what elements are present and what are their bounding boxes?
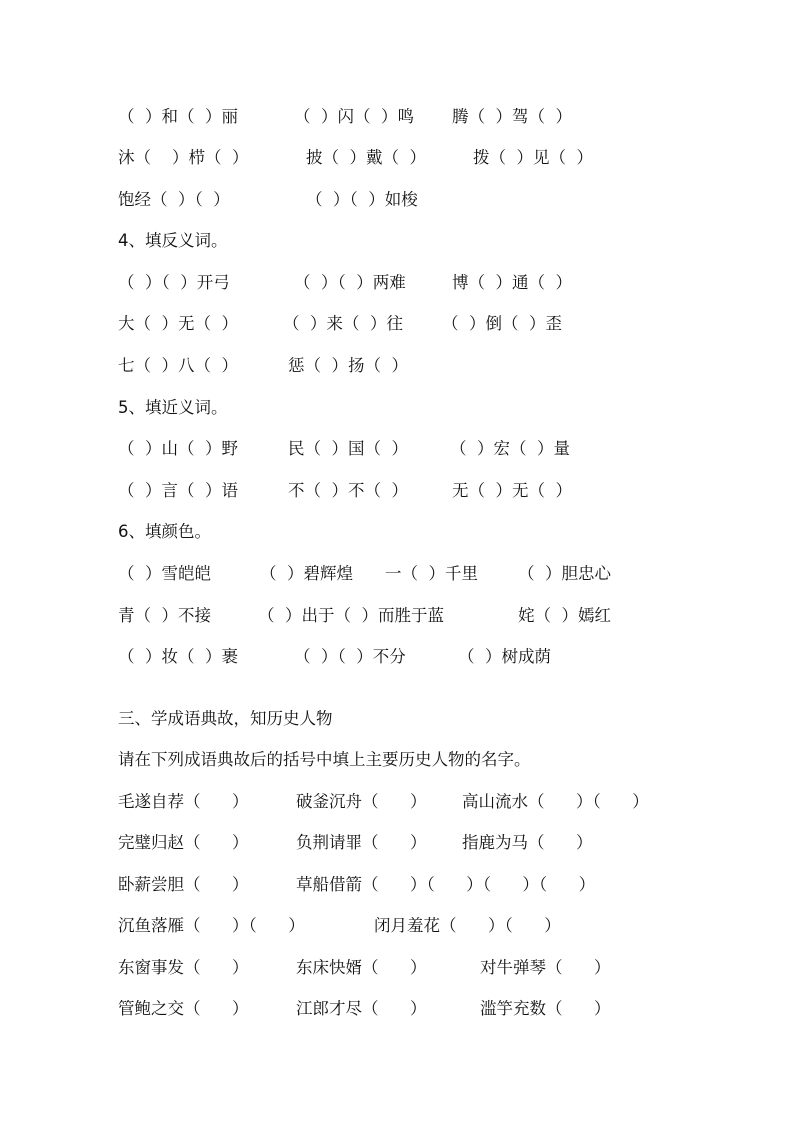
idiom-blank: 姹（ ）嫣红 (518, 606, 611, 625)
idiom-blank: 闭月羞花（ ）（ ） (374, 916, 561, 935)
idiom-row (0, 790, 794, 814)
idiom-row (0, 271, 794, 295)
instruction-line (0, 748, 794, 772)
idiom-blank: 博（ ）通（ ） (452, 273, 572, 292)
idiom-row (0, 312, 794, 336)
idiom-blank: 饱经（ ）（ ） (118, 190, 230, 209)
idiom-blank: 不（ ）不（ ） (288, 481, 408, 500)
idiom-blank: 负荆请罪（ ） (296, 833, 427, 852)
idiom-row (0, 997, 794, 1021)
idiom-blank: 沐（ ）栉（ ） (118, 148, 249, 167)
idiom-blank: 拨（ ）见（ ） (473, 148, 593, 167)
idiom-blank: 沉鱼落雁（ ）（ ） (118, 916, 305, 935)
idiom-blank: 完璧归赵（ ） (118, 833, 249, 852)
section-4-heading: 4、填反义词。 (118, 231, 228, 250)
idiom-blank: 草船借箭（ ）（ ）（ ）（ ） (296, 875, 596, 894)
idiom-row (0, 105, 794, 129)
idiom-blank: 指鹿为马（ ） (462, 833, 593, 852)
idiom-blank: 管鲍之交（ ） (118, 999, 249, 1018)
idiom-blank: 江郎才尽（ ） (296, 999, 427, 1018)
idiom-row (0, 479, 794, 503)
section-heading (0, 396, 794, 420)
idiom-blank: （ ）树成荫 (458, 647, 551, 666)
idiom-blank: （ ）（ ）开弓 (118, 273, 230, 292)
idiom-row (0, 188, 794, 212)
idiom-blank: 民（ ）国（ ） (288, 439, 408, 458)
idiom-row (0, 604, 794, 628)
idiom-blank: 腾（ ）驾（ ） (452, 107, 572, 126)
section-3-heading: 三、学成语典故，知历史人物 (118, 709, 333, 728)
idiom-blank: 卧薪尝胆（ ） (118, 875, 249, 894)
idiom-blank: （ ）倒（ ）歪 (442, 314, 562, 333)
idiom-blank: （ ）妆（ ）裹 (118, 647, 238, 666)
idiom-row (0, 146, 794, 170)
idiom-blank: （ ）出于（ ）而胜于蓝 (258, 606, 444, 625)
section-3-instruction: 请在下列成语典故后的括号中填上主要历史人物的名字。 (118, 750, 531, 769)
idiom-row (0, 914, 794, 938)
idiom-blank: （ ）（ ）两难 (294, 273, 406, 292)
idiom-blank: （ ）碧辉煌 (260, 564, 353, 583)
idiom-blank: （ ）（ ）不分 (294, 647, 406, 666)
idiom-row (0, 437, 794, 461)
idiom-blank: 东床快婿（ ） (296, 958, 427, 977)
idiom-blank: 一（ ）千里 (385, 564, 478, 583)
idiom-blank: 滥竽充数（ ） (480, 999, 611, 1018)
idiom-blank: （ ）言（ ）语 (118, 481, 238, 500)
idiom-blank: 对牛弹琴（ ） (480, 958, 611, 977)
idiom-blank: 破釜沉舟（ ） (296, 792, 427, 811)
idiom-row (0, 354, 794, 378)
section-6-heading: 6、填颜色。 (118, 522, 211, 541)
idiom-row (0, 645, 794, 669)
idiom-blank: （ ）胆忠心 (518, 564, 611, 583)
idiom-blank: 披（ ）戴（ ） (306, 148, 426, 167)
idiom-blank: 青（ ）不接 (118, 606, 211, 625)
section-heading (0, 229, 794, 253)
idiom-blank: 惩（ ）扬（ ） (288, 356, 408, 375)
idiom-blank: （ ）来（ ）往 (283, 314, 403, 333)
idiom-row (0, 956, 794, 980)
idiom-blank: （ ）（ ）如梭 (306, 190, 418, 209)
idiom-blank: 东窗事发（ ） (118, 958, 249, 977)
idiom-blank: （ ）闪（ ）鸣 (294, 107, 414, 126)
idiom-blank: 大（ ）无（ ） (118, 314, 238, 333)
section-heading (0, 520, 794, 544)
idiom-blank: （ ）雪皑皑 (118, 564, 211, 583)
section-heading (0, 707, 794, 731)
idiom-blank: 七（ ）八（ ） (118, 356, 238, 375)
idiom-blank: （ ）宏（ ）量 (450, 439, 570, 458)
idiom-row (0, 831, 794, 855)
idiom-row (0, 562, 794, 586)
idiom-row (0, 873, 794, 897)
idiom-blank: 无（ ）无（ ） (452, 481, 572, 500)
section-5-heading: 5、填近义词。 (118, 398, 228, 417)
idiom-blank: 高山流水（ ）（ ） (462, 792, 649, 811)
idiom-blank: （ ）和（ ）丽 (118, 107, 238, 126)
idiom-blank: 毛遂自荐（ ） (118, 792, 249, 811)
idiom-blank: （ ）山（ ）野 (118, 439, 238, 458)
